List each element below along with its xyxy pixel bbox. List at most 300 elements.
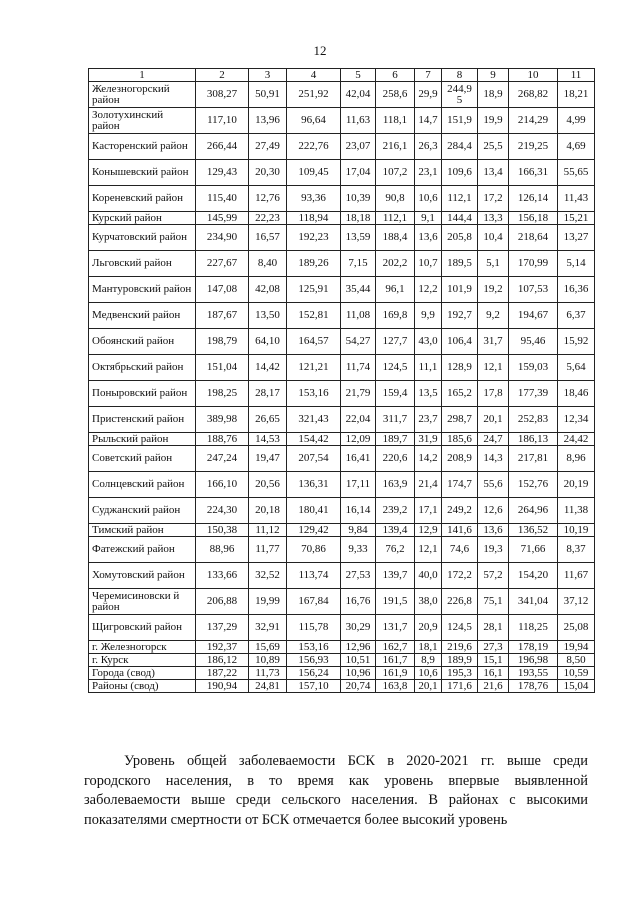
value-cell: 147,08 [196, 277, 249, 303]
value-cell: 43,0 [415, 329, 442, 355]
value-cell: 170,99 [509, 251, 558, 277]
value-cell: 227,67 [196, 251, 249, 277]
table-row [89, 537, 595, 563]
value-cell: 19,2 [478, 277, 509, 303]
value-cell: 258,6 [376, 82, 415, 108]
value-cell: 35,44 [341, 277, 376, 303]
district-name-cell: Рыльский район [89, 433, 196, 446]
value-cell: 14,2 [415, 446, 442, 472]
district-name-cell: Пристенский район [89, 407, 196, 433]
district-name-cell: Кореневский район [89, 186, 196, 212]
value-cell: 27,53 [341, 563, 376, 589]
table-row [89, 303, 595, 329]
value-cell: 202,2 [376, 251, 415, 277]
value-cell: 172,2 [442, 563, 478, 589]
value-cell: 186,12 [196, 654, 249, 667]
value-cell: 177,39 [509, 381, 558, 407]
value-cell: 124,5 [442, 615, 478, 641]
table-row [89, 433, 595, 446]
value-cell: 16,14 [341, 498, 376, 524]
value-cell: 5,14 [558, 251, 595, 277]
value-cell: 205,8 [442, 225, 478, 251]
table-row [89, 82, 595, 108]
morbidity-table [88, 68, 595, 693]
value-cell: 244,9 5 [442, 82, 478, 108]
value-cell: 156,24 [287, 667, 341, 680]
value-cell: 18,1 [415, 641, 442, 654]
value-cell: 151,04 [196, 355, 249, 381]
district-name-cell: Медвенский район [89, 303, 196, 329]
value-cell: 252,83 [509, 407, 558, 433]
value-cell: 127,7 [376, 329, 415, 355]
value-cell: 218,64 [509, 225, 558, 251]
value-cell: 20,30 [249, 160, 287, 186]
value-cell: 214,29 [509, 108, 558, 134]
table-row [89, 615, 595, 641]
value-cell: 162,7 [376, 641, 415, 654]
value-cell: 144,4 [442, 212, 478, 225]
district-name-cell: Советский район [89, 446, 196, 472]
value-cell: 16,57 [249, 225, 287, 251]
value-cell: 222,76 [287, 134, 341, 160]
value-cell: 24,7 [478, 433, 509, 446]
table-row [89, 381, 595, 407]
value-cell: 389,98 [196, 407, 249, 433]
value-cell: 11,38 [558, 498, 595, 524]
district-name-cell: Солнцевский район [89, 472, 196, 498]
value-cell: 152,81 [287, 303, 341, 329]
value-cell: 22,23 [249, 212, 287, 225]
value-cell: 115,40 [196, 186, 249, 212]
district-name-cell: Конышевский район [89, 160, 196, 186]
value-cell: 107,53 [509, 277, 558, 303]
value-cell: 26,3 [415, 134, 442, 160]
table-row [89, 446, 595, 472]
value-cell: 9,84 [341, 524, 376, 537]
value-cell: 22,04 [341, 407, 376, 433]
value-cell: 101,9 [442, 277, 478, 303]
value-cell: 19,47 [249, 446, 287, 472]
value-cell: 192,37 [196, 641, 249, 654]
value-cell: 136,31 [287, 472, 341, 498]
value-cell: 30,29 [341, 615, 376, 641]
value-cell: 20,1 [478, 407, 509, 433]
table-row [89, 225, 595, 251]
value-cell: 23,07 [341, 134, 376, 160]
table-row [89, 134, 595, 160]
value-cell: 224,30 [196, 498, 249, 524]
value-cell: 13,4 [478, 160, 509, 186]
value-cell: 10,96 [341, 667, 376, 680]
table-row [89, 641, 595, 654]
value-cell: 264,96 [509, 498, 558, 524]
value-cell: 13,50 [249, 303, 287, 329]
value-cell: 207,54 [287, 446, 341, 472]
value-cell: 178,19 [509, 641, 558, 654]
value-cell: 129,42 [287, 524, 341, 537]
value-cell: 191,5 [376, 589, 415, 615]
value-cell: 115,78 [287, 615, 341, 641]
value-cell: 174,7 [442, 472, 478, 498]
value-cell: 266,44 [196, 134, 249, 160]
value-cell: 32,52 [249, 563, 287, 589]
value-cell: 150,38 [196, 524, 249, 537]
table-row [89, 212, 595, 225]
value-cell: 136,52 [509, 524, 558, 537]
value-cell: 251,92 [287, 82, 341, 108]
value-cell: 10,89 [249, 654, 287, 667]
table-row [89, 563, 595, 589]
value-cell: 239,2 [376, 498, 415, 524]
value-cell: 151,9 [442, 108, 478, 134]
value-cell: 5,1 [478, 251, 509, 277]
value-cell: 12,34 [558, 407, 595, 433]
value-cell: 198,79 [196, 329, 249, 355]
value-cell: 11,77 [249, 537, 287, 563]
value-cell: 55,6 [478, 472, 509, 498]
value-cell: 38,0 [415, 589, 442, 615]
table-header-row [89, 69, 595, 82]
value-cell: 90,8 [376, 186, 415, 212]
value-cell: 154,42 [287, 433, 341, 446]
value-cell: 219,25 [509, 134, 558, 160]
value-cell: 152,76 [509, 472, 558, 498]
value-cell: 167,84 [287, 589, 341, 615]
value-cell: 117,10 [196, 108, 249, 134]
value-cell: 11,73 [249, 667, 287, 680]
table-row [89, 524, 595, 537]
value-cell: 8,50 [558, 654, 595, 667]
value-cell: 220,6 [376, 446, 415, 472]
value-cell: 15,1 [478, 654, 509, 667]
district-name-cell: Золотухинский район [89, 108, 196, 134]
value-cell: 156,18 [509, 212, 558, 225]
value-cell: 13,59 [341, 225, 376, 251]
value-cell: 196,98 [509, 654, 558, 667]
value-cell: 159,03 [509, 355, 558, 381]
district-name-cell: Черемисиновски й район [89, 589, 196, 615]
value-cell: 153,16 [287, 381, 341, 407]
table-row [89, 498, 595, 524]
value-cell: 15,21 [558, 212, 595, 225]
value-cell: 23,7 [415, 407, 442, 433]
value-cell: 96,1 [376, 277, 415, 303]
value-cell: 14,42 [249, 355, 287, 381]
value-cell: 9,2 [478, 303, 509, 329]
value-cell: 17,8 [478, 381, 509, 407]
district-name-cell: Обоянский район [89, 329, 196, 355]
column-header: 3 [249, 69, 287, 82]
value-cell: 93,36 [287, 186, 341, 212]
value-cell: 193,55 [509, 667, 558, 680]
value-cell: 189,7 [376, 433, 415, 446]
value-cell: 10,7 [415, 251, 442, 277]
value-cell: 27,49 [249, 134, 287, 160]
value-cell: 17,1 [415, 498, 442, 524]
value-cell: 308,27 [196, 82, 249, 108]
value-cell: 4,69 [558, 134, 595, 160]
value-cell: 19,94 [558, 641, 595, 654]
value-cell: 217,81 [509, 446, 558, 472]
table-row [89, 277, 595, 303]
value-cell: 106,4 [442, 329, 478, 355]
value-cell: 25,5 [478, 134, 509, 160]
table-row [89, 667, 595, 680]
value-cell: 208,9 [442, 446, 478, 472]
district-name-cell: Мантуровский район [89, 277, 196, 303]
value-cell: 10,51 [341, 654, 376, 667]
value-cell: 216,1 [376, 134, 415, 160]
value-cell: 20,9 [415, 615, 442, 641]
value-cell: 54,27 [341, 329, 376, 355]
value-cell: 126,14 [509, 186, 558, 212]
value-cell: 10,6 [415, 667, 442, 680]
table-row [89, 160, 595, 186]
value-cell: 12,1 [415, 537, 442, 563]
value-cell: 13,5 [415, 381, 442, 407]
column-header: 9 [478, 69, 509, 82]
table-row [89, 355, 595, 381]
table-row [89, 251, 595, 277]
value-cell: 118,94 [287, 212, 341, 225]
table-row [89, 589, 595, 615]
value-cell: 10,4 [478, 225, 509, 251]
value-cell: 247,24 [196, 446, 249, 472]
value-cell: 17,04 [341, 160, 376, 186]
value-cell: 21,79 [341, 381, 376, 407]
value-cell: 11,63 [341, 108, 376, 134]
value-cell: 24,81 [249, 680, 287, 693]
value-cell: 8,96 [558, 446, 595, 472]
value-cell: 139,4 [376, 524, 415, 537]
value-cell: 234,90 [196, 225, 249, 251]
value-cell: 124,5 [376, 355, 415, 381]
value-cell: 187,67 [196, 303, 249, 329]
value-cell: 169,8 [376, 303, 415, 329]
value-cell: 157,10 [287, 680, 341, 693]
value-cell: 195,3 [442, 667, 478, 680]
value-cell: 14,53 [249, 433, 287, 446]
value-cell: 76,2 [376, 537, 415, 563]
district-name-cell: Касторенский район [89, 134, 196, 160]
value-cell: 112,1 [376, 212, 415, 225]
value-cell: 19,3 [478, 537, 509, 563]
value-cell: 8,9 [415, 654, 442, 667]
value-cell: 11,67 [558, 563, 595, 589]
value-cell: 18,21 [558, 82, 595, 108]
value-cell: 12,76 [249, 186, 287, 212]
table-row [89, 472, 595, 498]
value-cell: 42,08 [249, 277, 287, 303]
value-cell: 64,10 [249, 329, 287, 355]
value-cell: 321,43 [287, 407, 341, 433]
value-cell: 74,6 [442, 537, 478, 563]
value-cell: 14,3 [478, 446, 509, 472]
value-cell: 7,15 [341, 251, 376, 277]
column-header: 10 [509, 69, 558, 82]
value-cell: 192,23 [287, 225, 341, 251]
value-cell: 13,6 [415, 225, 442, 251]
table-row [89, 680, 595, 693]
value-cell: 118,1 [376, 108, 415, 134]
value-cell: 31,7 [478, 329, 509, 355]
value-cell: 75,1 [478, 589, 509, 615]
value-cell: 57,2 [478, 563, 509, 589]
district-name-cell: Суджанский район [89, 498, 196, 524]
value-cell: 11,1 [415, 355, 442, 381]
district-name-cell: Поныровский район [89, 381, 196, 407]
body-paragraph: Уровень общей заболеваемости БСК в 2020-2021 гг. выше среди городского населения, в то время как уровень впервые выявленной заболеваемости выше среди сельского населения. В районах с высокими показателями смертности от БСК отмечается более высокий уровень [84, 753, 588, 828]
district-name-cell: Тимский район [89, 524, 196, 537]
value-cell: 13,27 [558, 225, 595, 251]
value-cell: 13,3 [478, 212, 509, 225]
value-cell: 153,16 [287, 641, 341, 654]
value-cell: 19,9 [478, 108, 509, 134]
value-cell: 16,76 [341, 589, 376, 615]
value-cell: 15,92 [558, 329, 595, 355]
value-cell: 131,7 [376, 615, 415, 641]
value-cell: 145,99 [196, 212, 249, 225]
value-cell: 311,7 [376, 407, 415, 433]
value-cell: 188,4 [376, 225, 415, 251]
value-cell: 128,9 [442, 355, 478, 381]
value-cell: 164,57 [287, 329, 341, 355]
value-cell: 10,19 [558, 524, 595, 537]
value-cell: 178,76 [509, 680, 558, 693]
column-header: 7 [415, 69, 442, 82]
value-cell: 156,93 [287, 654, 341, 667]
district-name-cell: Фатежский район [89, 537, 196, 563]
value-cell: 29,9 [415, 82, 442, 108]
value-cell: 12,6 [478, 498, 509, 524]
value-cell: 154,20 [509, 563, 558, 589]
value-cell: 9,9 [415, 303, 442, 329]
value-cell: 187,22 [196, 667, 249, 680]
value-cell: 13,6 [478, 524, 509, 537]
value-cell: 129,43 [196, 160, 249, 186]
value-cell: 12,9 [415, 524, 442, 537]
value-cell: 8,40 [249, 251, 287, 277]
column-header: 2 [196, 69, 249, 82]
value-cell: 118,25 [509, 615, 558, 641]
value-cell: 112,1 [442, 186, 478, 212]
value-cell: 9,33 [341, 537, 376, 563]
value-cell: 17,2 [478, 186, 509, 212]
value-cell: 95,46 [509, 329, 558, 355]
value-cell: 159,4 [376, 381, 415, 407]
value-cell: 226,8 [442, 589, 478, 615]
table-row [89, 654, 595, 667]
value-cell: 12,09 [341, 433, 376, 446]
value-cell: 28,1 [478, 615, 509, 641]
value-cell: 96,64 [287, 108, 341, 134]
district-name-cell: Курский район [89, 212, 196, 225]
value-cell: 268,82 [509, 82, 558, 108]
value-cell: 18,46 [558, 381, 595, 407]
value-cell: 16,36 [558, 277, 595, 303]
value-cell: 165,2 [442, 381, 478, 407]
value-cell: 12,1 [478, 355, 509, 381]
value-cell: 10,59 [558, 667, 595, 680]
column-header: 11 [558, 69, 595, 82]
value-cell: 9,1 [415, 212, 442, 225]
column-header: 5 [341, 69, 376, 82]
value-cell: 125,91 [287, 277, 341, 303]
value-cell: 19,99 [249, 589, 287, 615]
district-name-cell: г. Курск [89, 654, 196, 667]
value-cell: 16,1 [478, 667, 509, 680]
value-cell: 188,76 [196, 433, 249, 446]
value-cell: 37,12 [558, 589, 595, 615]
district-name-cell: Курчатовский район [89, 225, 196, 251]
value-cell: 4,99 [558, 108, 595, 134]
table-row [89, 186, 595, 212]
value-cell: 219,6 [442, 641, 478, 654]
value-cell: 13,96 [249, 108, 287, 134]
value-cell: 163,9 [376, 472, 415, 498]
value-cell: 171,6 [442, 680, 478, 693]
value-cell: 11,43 [558, 186, 595, 212]
value-cell: 28,17 [249, 381, 287, 407]
value-cell: 113,74 [287, 563, 341, 589]
value-cell: 20,18 [249, 498, 287, 524]
value-cell: 249,2 [442, 498, 478, 524]
column-header: 6 [376, 69, 415, 82]
district-name-cell: Районы (свод) [89, 680, 196, 693]
value-cell: 24,42 [558, 433, 595, 446]
value-cell: 121,21 [287, 355, 341, 381]
district-name-cell: Льговский район [89, 251, 196, 277]
value-cell: 42,04 [341, 82, 376, 108]
value-cell: 133,66 [196, 563, 249, 589]
value-cell: 18,18 [341, 212, 376, 225]
column-header: 4 [287, 69, 341, 82]
value-cell: 6,37 [558, 303, 595, 329]
district-name-cell: Октябрьский район [89, 355, 196, 381]
district-name-cell: Города (свод) [89, 667, 196, 680]
value-cell: 20,1 [415, 680, 442, 693]
column-header: 8 [442, 69, 478, 82]
value-cell: 17,11 [341, 472, 376, 498]
district-name-cell: Хомутовский район [89, 563, 196, 589]
value-cell: 55,65 [558, 160, 595, 186]
value-cell: 23,1 [415, 160, 442, 186]
value-cell: 189,26 [287, 251, 341, 277]
value-cell: 137,29 [196, 615, 249, 641]
value-cell: 31,9 [415, 433, 442, 446]
value-cell: 109,6 [442, 160, 478, 186]
value-cell: 298,7 [442, 407, 478, 433]
value-cell: 71,66 [509, 537, 558, 563]
value-cell: 166,31 [509, 160, 558, 186]
value-cell: 190,94 [196, 680, 249, 693]
value-cell: 163,8 [376, 680, 415, 693]
value-cell: 15,69 [249, 641, 287, 654]
value-cell: 11,74 [341, 355, 376, 381]
value-cell: 70,86 [287, 537, 341, 563]
value-cell: 20,74 [341, 680, 376, 693]
table-row [89, 329, 595, 355]
value-cell: 206,88 [196, 589, 249, 615]
value-cell: 8,37 [558, 537, 595, 563]
value-cell: 10,6 [415, 186, 442, 212]
value-cell: 25,08 [558, 615, 595, 641]
table-row [89, 407, 595, 433]
value-cell: 26,65 [249, 407, 287, 433]
value-cell: 27,3 [478, 641, 509, 654]
value-cell: 185,6 [442, 433, 478, 446]
value-cell: 11,12 [249, 524, 287, 537]
